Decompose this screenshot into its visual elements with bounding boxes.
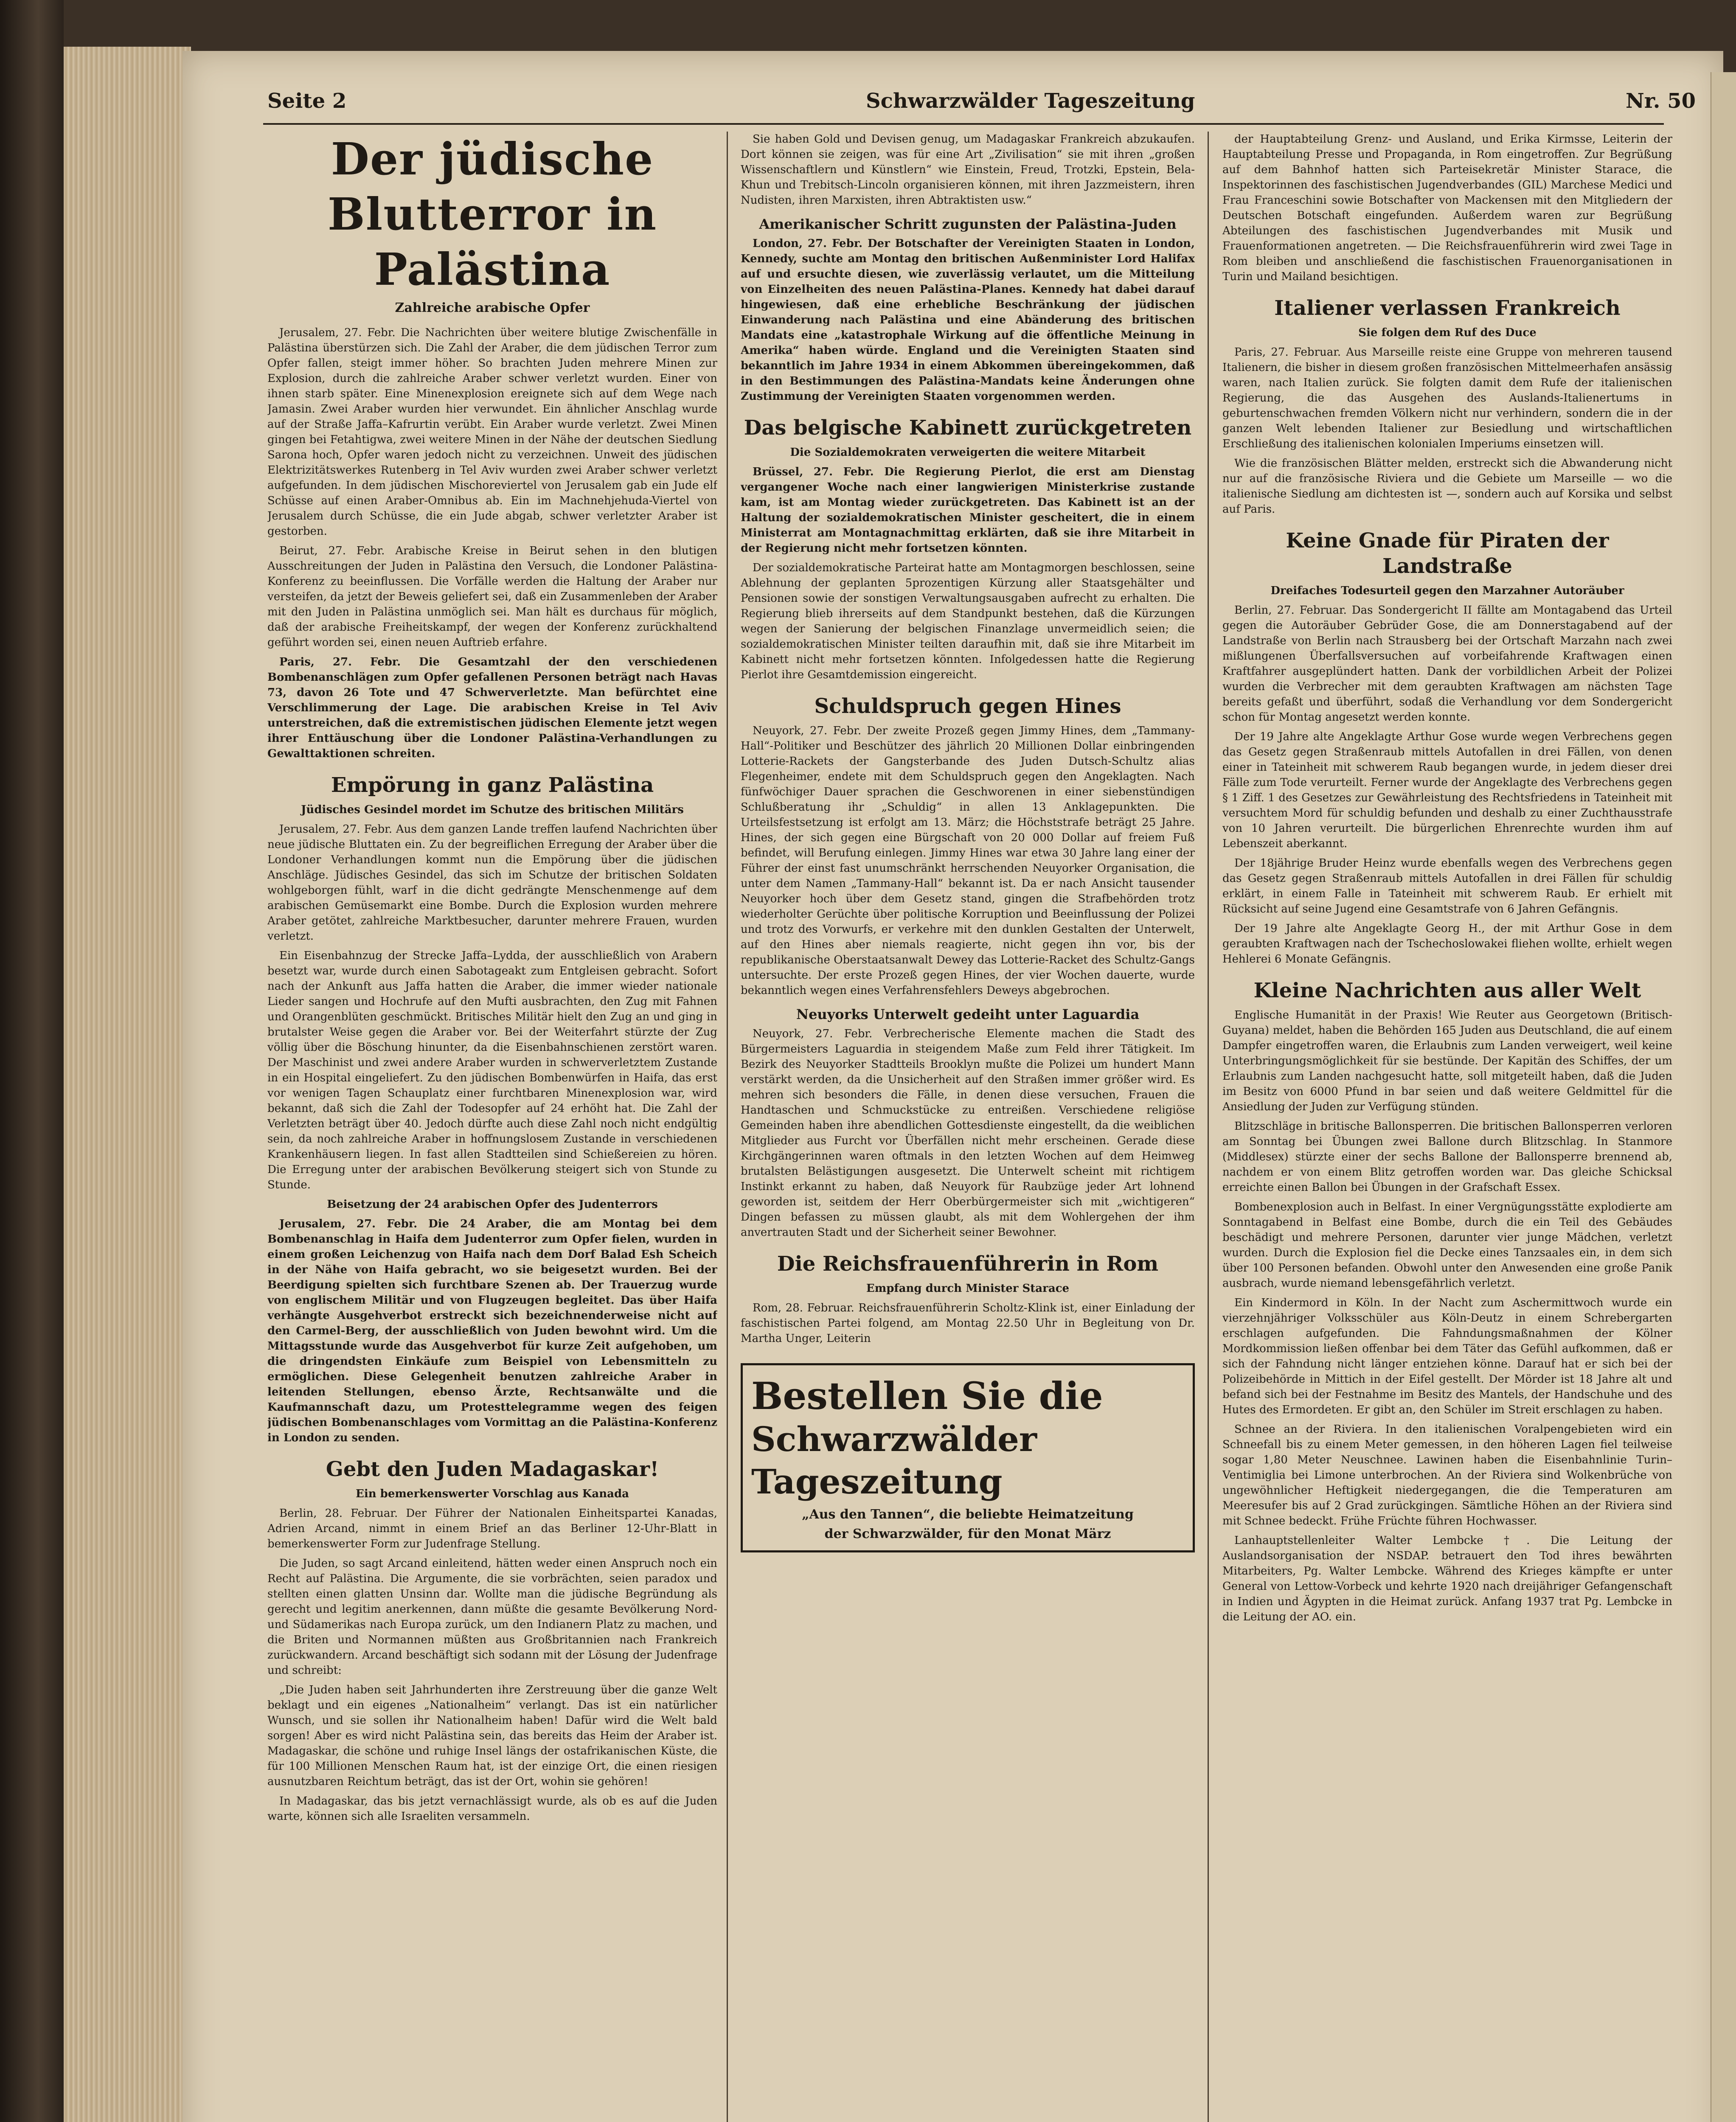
article-kicker: Ein bemerkenswerter Vorschlag aus Kanada — [356, 1488, 629, 1500]
page-number-left: Seite 2 — [267, 89, 347, 113]
page-stack-edge — [64, 47, 191, 2122]
next-page-edge — [1711, 72, 1736, 2122]
article-paragraph: In Madagaskar, das bis jetzt vernachlässigt wurde, als ob es auf die Juden warte, können sich alle Israeliten versammeln. — [267, 1795, 717, 1823]
article-kicker: Jüdisches Gesindel mordet im Schutze des britischen Militärs — [301, 803, 684, 816]
article-paragraph: Die Juden, so sagt Arcand einleitend, hätten weder einen Anspruch noch ein Recht auf Palästina. Die Argumente, die sie vorbrächten, seien paradox und stellten einen glatten Unsinn dar. Wollte man die jüdische Begründung als gerecht und legitim anerkennen, dann müßte die gesamte Bevölkerung Nord- und Südamerikas nach Europa zurück, um den Indianern Platz zu machen, und die Briten und Normannen müßten aus Großbritannien nach Frankreich zurückwandern. Arcand beschäftigt sich sodann mit der Lösung der Judenfrage und schreibt: — [267, 1557, 717, 1677]
column-rule — [727, 132, 728, 2122]
article-headline: Neuyorks Unterwelt gedeiht unter Laguardia — [796, 1006, 1140, 1022]
article-paragraph: „Die Juden haben seit Jahrhunderten ihre Zerstreuung über die ganze Welt beklagt und ein eigenes „Nationalheim“ verlangt. Das ist ein natürlicher Wunsch, und sie sollen ihr Nationalheim haben! Dafür wird die Welt bald sorgen! Aber es wird nicht Palästina sein, das bereits das Heim der Araber ist. Madagaskar, die schöne und ruhige Insel längs der ostafrikanischen Küste, die für 100 Millionen Menschen Raum hat, ist der einzige Ort, die einen riesigen ausnutzbaren Reichtum beträgt, das ist der Ort, wohin sie gehören! — [267, 1684, 717, 1788]
news-item: Lanhauptstellenleiter Walter Lembcke †. Die Leitung der Auslandsorganisation der NSDAP. betrauert den Tod ihres bewährten Mitarbeiters, Pg. Walter Lembcke. Während des Krieges kämpfte er unter General von Lettow-Vorbeck und kehrte 1920 nach dreijähriger Gefangenschaft in Indien und Ägypten in die Heimat zurück. Anfang 1937 trat Pg. Lembcke in die Leitung der AO. ein. — [1222, 1534, 1672, 1623]
article-kicker: Empfang durch Minister Starace — [866, 1282, 1070, 1295]
article-paragraph: der Hauptabteilung Grenz- und Ausland, und Erika Kirmsse, Leiterin der Hauptabteilung Presse und Propaganda, in Rom eingetroffen. Zur Begrüßung auf dem Bahnhof hatten sich Parteisekretär Minister Starace, die Inspektorinnen des faschistischen Jugendverbandes (GIL) Marchese Medici und Frau Franceschini sowie Botschafter von Mackensen mit den Mitgliedern der Deutschen Botschaft eingefunden. Außerdem waren zur Begrüßung Abteilungen des faschistischen Jugendverbandes mit Musik und Frauenformationen angetreten. — Die Reichsfrauenführerin wird zwei Tage in Rom bleiben und anschließend die faschistischen Frauenorganisationen in Turin und Mailand besichtigen. — [1222, 133, 1672, 283]
advert-paper-name: Schwarzwälder Tageszeitung — [751, 1419, 1037, 1502]
article-kicker: Amerikanischer Schritt zugunsten der Palästina-Juden — [759, 216, 1177, 232]
article-headline: Gebt den Juden Madagaskar! — [326, 1457, 659, 1481]
main-subheadline: Zahlreiche arabische Opfer — [395, 300, 590, 315]
column-1 — [267, 132, 717, 2122]
column-rule — [1208, 132, 1209, 2122]
subscription-advert — [741, 1363, 1195, 1552]
article-kicker: Sie folgen dem Ruf des Duce — [1358, 326, 1537, 339]
article-paragraph: Ein Eisenbahnzug der Strecke Jaffa–Lydda, der ausschließlich von Arabern besetzt war, wurde durch einen Sabotageakt zum Entgleisen gebracht. Sofort nach der Ankunft aus Jaffa hatten die Araber, die immer wieder nationale Lieder sangen und Hochrufe auf den Mufti ausbrachten, den Zug mit Fahnen und Orangenblüten geschmückt. Britisches Militär hielt den Zug an und ging in brutalster Weise gegen die Araber vor. Bei der Weiterfahrt stürzte der Zug völlig über die Böschung hinunter, da die Eisenbahnschienen zerstört waren. Der Maschinist und zwei andere Araber wurden in schwerverletztem Zustande in ein Hospital eingeliefert. Zu den jüdischen Bombenwürfen in Haifa, das erst vor wenigen Tagen Schauplatz einer furchtbaren Minenexplosion war, wird bekannt, daß sich die Zahl der Todesopfer auf 24 erhöht hat. Die Zahl der Verletzten beträgt über 40. Jedoch dürfte auch diese Zahl noch nicht endgültig sein, da noch zahlreiche Araber in hoffnungslosem Zustande in verschiedenen Krankenhäusern liegen. In fast allen Stadtteilen sind Schießereien zu hören. Die Erregung unter der arabischen Bevölkerung steigert sich von Stunde zu Stunde. — [267, 949, 717, 1191]
article-headline: Italiener verlassen Frankreich — [1274, 296, 1621, 320]
article-paragraph: Jerusalem, 27. Febr. Aus dem ganzen Lande treffen laufend Nachrichten über neue jüdische Bluttaten ein. Zu der begreiflichen Erregung der Araber über die Londoner Verhandlungen kommt nun die Empörung über die jüdischen Anschläge. Jüdisches Gesindel, das sich im Schutze der britischen Soldaten wohlgeborgen fühlt, warf in die dicht gedrängte Menschenmenge auf dem arabischen Gemüsemarkt eine Bombe. Durch die Explosion wurden mehrere Araber getötet, zahlreiche Marktbesucher, darunter mehrere Frauen, wurden verletzt. — [267, 823, 717, 943]
main-headline: Der jüdische Blutterror in Palästina — [327, 133, 657, 295]
article-paragraph: Berlin, 28. Februar. Der Führer der Nationalen Einheitspartei Kanadas, Adrien Arcand, nimmt in einem Brief an das Berliner 12-Uhr-Blatt in bemerkenswerter Form zur Judenfrage Stellung. — [267, 1507, 717, 1550]
article-kicker: Die Sozialdemokraten verweigerten die weitere Mitarbeit — [790, 446, 1146, 459]
masthead-title: Schwarzwälder Tageszeitung — [866, 89, 1195, 113]
article-paragraph: Jerusalem, 27. Febr. Die Nachrichten über weitere blutige Zwischenfälle in Palästina überstürzen sich. Die Zahl der Araber, die dem jüdischen Terror zum Opfer fallen, steigt immer höher. So brachten Juden mehrere Minen zur Explosion, durch die zahlreiche Araber schwer verletzt wurden. Einer von ihnen starb später. Eine Minenexplosion ereignete sich auf dem Wege nach Jamasin. Zwei Araber wurden hier verwundet. Ein ähnlicher Anschlag wurde auf der Straße Jaffa–Kafrurtin verübt. Ein Araber wurde verletzt. Zwei Minen gingen bei Fetahtigwa, zwei weitere Minen in der Nähe der deutschen Siedlung Sarona hoch, Opfer waren jedoch nicht zu verzeichnen. Unweit des jüdischen Elektrizitätswerkes Rutenberg in Tel Aviv wurden zwei Araber schwer verletzt aufgefunden. In dem jüdischen Mischoreviertel von Jerusalem gab ein Jude elf Schüsse auf einen Araber-Omnibus ab. Ein im Machnehjehuda-Viertel von Jerusalem durch Schüsse, die ein Jude abgab, schwer verletzter Araber ist gestorben. — [267, 326, 717, 538]
article-paragraph: Der sozialdemokratische Parteirat hatte am Montagmorgen beschlossen, seine Ablehnung der geplanten 5prozentigen Kürzung aller Staatsgehälter und Pensionen sowie der sonstigen Verwaltungsausgaben aufrecht zu erhalten. Die Regierung blieb ihrerseits auf dem Standpunkt bestehen, daß die Kürzungen wegen der Sanierung der belgischen Finanzlage unvermeidlich seien; die sozialdemokratischen Minister teilten daraufhin mit, daß sie ihre Mitarbeit im Kabinett nicht mehr fortsetzen könnten. Infolgedessen hatte die Regierung Pierlot ihre Gesamtdemission eingereicht. — [741, 561, 1195, 681]
article-paragraph: Paris, 27. Februar. Aus Marseille reiste eine Gruppe von mehreren tausend Italienern, die bisher in diesem großen französischen Mittelmeerhafen ansässig waren, nach Italien zurück. Sie folgten damit dem Rufe der italienischen Regierung, die das Ausgehen des Auslands-Italienertums in geburtenschwachen fremden Völkern nicht nur verhindern, sondern die in der ganzen Welt lebenden Italiener zur Besiedlung und wirtschaftlichen Erschließung des italienischen kolonialen Imperiums einsetzen will. — [1222, 346, 1672, 450]
news-item: Englische Humanität in der Praxis! Wie Reuter aus Georgetown (Britisch-Guyana) meldet, haben die Behörden 165 Juden aus Deutschland, die auf einem Dampfer eingetroffen waren, die Erlaubnis zum Landen verweigert, weil keine Unterbringungsmöglichkeit für sie bestünde. Der Kapitän des Schiffes, der um Erlaubnis zum Landen nachgesucht hatte, soll mitgeteilt haben, daß die Juden im Besitz von 6000 Pfund in bar seien und daß weitere Geldmittel für die Ansiedlung der Juden zur Verfügung stünden. — [1222, 1009, 1672, 1113]
article-headline: Keine Gnade für Piraten der Landstraße — [1286, 529, 1609, 578]
article-paragraph: Wie die französischen Blätter melden, erstreckt sich die Abwanderung nicht nur auf die französische Riviera und die Gebiete um Marseille — wo die italienische Siedlung am dichtesten ist —, sondern auch auf Korsika und selbst auf Paris. — [1222, 457, 1672, 516]
article-paragraph: Der 19 Jahre alte Angeklagte Georg H., der mit Arthur Gose in dem geraubten Kraftwagen nach der Tschechoslowakei fliehen wollte, erhielt wegen Hehlerei 6 Monate Gefängnis. — [1222, 922, 1672, 966]
issue-number: Nr. 50 — [1626, 89, 1696, 113]
book-binding — [0, 0, 64, 2122]
article-paragraph: Der 18jährige Bruder Heinz wurde ebenfalls wegen des Verbrechens gegen das Gesetz gegen Straßenraub mittels Autofallen in drei Fällen für schuldig erklärt, in einem Falle in Tateinheit mit schwerem Raub. Er erhielt mit Rücksicht auf seine Jugend eine Gesamtstrafe von 6 Jahren Gefängnis. — [1222, 857, 1672, 915]
article-kicker: Beisetzung der 24 arabischen Opfer des Judenterrors — [327, 1198, 658, 1211]
article-paragraph: Berlin, 27. Februar. Das Sondergericht II fällte am Montagabend das Urteil gegen die Autoräuber Gebrüder Gose, die am Donnerstagabend auf der Landstraße von Berlin nach Strausberg bei der Ortschaft Marzahn nach zwei mißlungenen Überfallsversuchen auf vorbeifahrende Kraftwagen einen Kraftfahrer ausgeplündert hatten. Dank der vorbildlichen Arbeit der Polizei wurden die Verbrecher mit dem geraubten Kraftwagen am nächsten Tage bereits gefaßt und überführt, sodaß die Verhandlung vor dem Sondergericht schon für Montag angesetzt werden konnte. — [1222, 604, 1672, 724]
column-3 — [1222, 132, 1672, 2122]
article-headline: Schuldspruch gegen Hines — [814, 694, 1121, 718]
advert-tagline: „Aus den Tannen“, die beliebte Heimatzeitung — [802, 1507, 1134, 1522]
article-headline: Das belgische Kabinett zurückgetreten — [744, 416, 1192, 440]
article-paragraph: Sie haben Gold und Devisen genug, um Madagaskar Frankreich abzukaufen. Dort können sie zeigen, was für eine Art „Zivilisation“ sie mit ihren „großen Wissenschaftlern und Künstlern“ wie Einstein, Freud, Trotzki, Epstein, Bela-Khun und Trebitsch-Lincoln organisieren können, mit ihren Jazzmeistern, ihren Nudisten, ihren Marxisten, ihren Abtraktisten usw.“ — [741, 133, 1195, 207]
advert-tagline: der Schwarzwälder, für den Monat März — [824, 1527, 1111, 1541]
news-item: Schnee an der Riviera. In den italienischen Voralpengebieten wird ein Schneefall bis zu einem Meter gemessen, in den höheren Lagen fiel teilweise sogar 1,80 Meter Neuschnee. Lawinen haben die Eisenbahnlinie Turin–Ventimiglia bei Limone unterbrochen. An der Riviera sind Wolkenbrüche von ungewöhnlicher Heftigkeit niedergegangen, die die Temperaturen am Meeresufer bis auf 2 Grad zurückgingen. Sämtliche Höhen an der Riviera sind mit Schnee bedeckt. Frühe Früchte führen Hochwasser. — [1222, 1423, 1672, 1527]
article-paragraph: Paris, 27. Febr. Die Gesamtzahl der den verschiedenen Bombenanschlägen zum Opfer gefallenen Personen beträgt nach Havas 73, davon 26 Tote und 47 Schwerverletzte. Man befürchtet eine Verschlimmerung der Lage. Die arabischen Kreise in Tel Aviv unterstreichen, daß die extremistischen jüdischen Elemente jetzt wegen ihrer Enttäuschung über die Londoner Palästina-Verhandlungen zu Gewalttaktionen schreiten. — [267, 656, 717, 760]
article-paragraph: Neuyork, 27. Febr. Der zweite Prozeß gegen Jimmy Hines, dem „Tammany-Hall“-Politiker und Beschützer des jährlich 20 Millionen Dollar einbringenden Lotterie-Rackets der Gangsterbande des Juden Dutsch-Schultz alias Flegenheimer, endete mit dem Schuldspruch gegen den Angeklagten. Nach fünfwöchiger Dauer sprachen die Geschworenen in einer siebenstündigen Schlußberatung ihr „Schuldig“ in allen 13 Anklagepunkten. Die Urteilsfestsetzung ist erfolgt am 13. März; die Höchststrafe beträgt 25 Jahre. Hines, der sich gegen eine Bürgschaft von 20 000 Dollar auf freiem Fuß befindet, will Berufung einlegen. Jimmy Hines war etwa 30 Jahre lang einer der Führer der einst fast unumschränkt herrschenden Neuyorker Organisation, die unter dem Namen „Tammany-Hall“ bekannt ist. Da er nach Ansicht tausender Neuyorker hoch über dem Gesetz stand, gingen die Strafbehörden trotz wiederholter Gerüchte über politische Korruption und Beeinflussung der Polizei und trotz des Vorwurfs, er verkehre mit den dunklen Gestalten der Unterwelt, auf den Hines aber niemals reagierte, nicht gegen ihn vor, bis der republikanische Oberstaatsanwalt Dewey das Lotterie-Racket des Schultz-Gangs untersuchte. Der erste Prozeß gegen Hines, der vier Wochen dauerte, wurde bekanntlich wegen eines Verfahrensfehlers Deweys abgebrochen. — [741, 724, 1195, 997]
news-item: Bombenexplosion auch in Belfast. In einer Vergnügungsstätte explodierte am Sonntagabend in Belfast eine Bombe, durch die ein Teil des Gebäudes beschädigt und mehrere Personen, darunter vier junge Mädchen, verletzt wurden. Durch die Explosion fiel die Decke eines Tanzsaales ein, in dem sich über 100 Personen befanden. Obwohl unter den Anwesenden eine große Panik ausbrach, wurde niemand lebensgefährlich verletzt. — [1222, 1201, 1672, 1290]
article-paragraph: Jerusalem, 27. Febr. Die 24 Araber, die am Montag bei dem Bombenanschlag in Haifa dem Judenterror zum Opfer fielen, wurden in einem großen Leichenzug von Haifa nach dem Dorf Balad Esh Scheich in der Nähe von Haifa gebracht, wo sie beigesetzt wurden. Bei der Beerdigung spielten sich furchtbare Szenen ab. Der Trauerzug wurde von englischem Militär und von Flugzeugen begleitet. Das über Haifa verhängte Ausgehverbot erstreckt sich bezeichnenderweise nicht auf den Carmel-Berg, der ausschließlich von Juden bewohnt wird. Um die Mittagsstunde wurde das Ausgehverbot für kurze Zeit aufgehoben, um die dringendsten Einkäufe zum Beispiel von Lebensmitteln zu ermöglichen. Diese Gelegenheit benutzen zahlreiche Araber in leitenden Stellungen, ebenso Ärzte, Rechtsanwälte und die Kaufmannschaft dazu, um Protesttelegramme wegen des feigen jüdischen Bombenanschlages vom Vormittag an die Palästina-Konferenz in London zu senden. — [267, 1218, 717, 1444]
article-headline: Empörung in ganz Palästina — [331, 773, 654, 797]
article-paragraph: Rom, 28. Februar. Reichsfrauenführerin Scholtz-Klink ist, einer Einladung der faschistischen Partei folgend, am Montag 22.50 Uhr in Begleitung von Dr. Martha Unger, Leiterin — [741, 1302, 1195, 1345]
article-paragraph: Der 19 Jahre alte Angeklagte Arthur Gose wurde wegen Verbrechens gegen das Gesetz gegen Straßenraub mittels Autofallen in drei Fällen, von denen einer in Tateinheit mit schwerem Raub begangen wurde, in jedem dieser drei Fälle zum Tode verurteilt. Ferner wurde der Angeklagte des Verbrechens gegen § 1 Ziff. 1 des Gesetzes zur Gewährleistung des Rechtsfriedens in Tateinheit mit versuchtem Mord für schuldig befunden und deshalb zu einer Zuchthausstrafe von 10 Jahren verurteilt. Die bürgerlichen Ehrenrechte wurden ihm auf Lebenszeit aberkannt. — [1222, 730, 1672, 850]
article-headline: Die Reichsfrauenführerin in Rom — [777, 1252, 1159, 1276]
column-2 — [741, 132, 1195, 2122]
article-kicker: Dreifaches Todesurteil gegen den Marzahner Autoräuber — [1270, 584, 1624, 597]
article-headline: Kleine Nachrichten aus aller Welt — [1253, 979, 1641, 1002]
article-paragraph: Brüssel, 27. Febr. Die Regierung Pierlot, die erst am Dienstag vergangener Woche nach einer langwierigen Ministerkrise zustande kam, ist am Montag wieder zurückgetreten. Das Kabinett ist an der Haltung der sozialdemokratischen Minister gescheitert, die in einem Ministerrat am Montagnachmittag erklärten, daß sie ihre Mitarbeit in der Regierung nicht mehr fortsetzen könnten. — [741, 466, 1195, 555]
news-item: Ein Kindermord in Köln. In der Nacht zum Aschermittwoch wurde ein vierzehnjähriger Volksschüler aus Köln-Deutz in einem Schrebergarten erschlagen aufgefunden. Die Fahndungsmaßnahmen der Kölner Mordkommission ließen offenbar bei dem Täter das Gefühl aufkommen, daß er sich der Fahndung nicht länger entziehen könne. Darauf hat er sich bei der Polizeibehörde in Mittich in der Eifel gestellt. Der Mörder ist 18 Jahre alt und befand sich bei der Festnahme im Besitz des Mantels, der Handschuhe und des Hutes des Ermordeten. Er gibt an, den Schüler im Streit erschlagen zu haben. — [1222, 1297, 1672, 1416]
article-paragraph: Beirut, 27. Febr. Arabische Kreise in Beirut sehen in den blutigen Ausschreitungen der Juden in Palästina den Versuch, die Londoner Palästina-Konferenz zu beeinflussen. Die Vorfälle werden die Haltung der Araber nur versteifen, da jetzt der Beweis geliefert sei, daß ein Zusammenleben der Araber mit den Juden in Palästina unmöglich sei. Man hält es durchaus für möglich, daß der arabische Freiheitskampf, der wegen der Konferenz zurückhaltend geführt worden sei, einen neuen Auftrieb erfahre. — [267, 545, 717, 649]
advert-headline: Bestellen Sie die — [751, 1374, 1103, 1418]
article-paragraph: Neuyork, 27. Febr. Verbrecherische Elemente machen die Stadt des Bürgermeisters Laguardia in steigendem Maße zum Feld ihrer Tätigkeit. Im Bezirk des Neuyorker Stadtteils Brooklyn mußte die Polizei um hundert Mann verstärkt werden, da die Unsicherheit auf den Straßen immer größer wird. Es mehren sich besonders die Fälle, in denen diese versuchen, Frauen die Handtaschen und Schmuckstücke zu entreißen. Verschiedene religiöse Gemeinden haben ihre abendlichen Gottesdienste eingestellt, da die weiblichen Mitglieder aus Furcht vor Überfällen nicht mehr erscheinen. Gerade diese Kirchgängerinnen waren oftmals in den letzten Wochen auf dem Heimweg brutalsten Belästigungen ausgesetzt. Die Unterwelt scheint mit richtigem Instinkt erkannt zu haben, daß Neuyork für Raubzüge jeder Art lohnend geworden ist, seitdem der Herr Oberbürgermeister sich mit „wichtigeren“ Dingen befassen zu müssen glaubt, als mit dem Wohlergehen der ihm anvertrauten Stadt und der Sicherheit seiner Bewohner. — [741, 1027, 1195, 1239]
news-item: Blitzschläge in britische Ballonsperren. Die britischen Ballonsperren verloren am Sonntag bei Übungen zwei Ballone durch Blitzschlag. In Stanmore (Middlesex) stürzte einer der sechs Ballone der Ballonsperre brennend ab, nachdem er von einem Blitz getroffen worden war. Das gleiche Schicksal erreichte einen Ballon bei Übungen in der Grafschaft Essex. — [1222, 1120, 1672, 1194]
article-paragraph: London, 27. Febr. Der Botschafter der Vereinigten Staaten in London, Kennedy, suchte am Montag den britischen Außenminister Lord Halifax auf und ersuchte diesen, wie zuverlässig verlautet, um die Mitteilung von Einzelheiten des neuen Palästina-Planes. Kennedy hat dabei darauf hingewiesen, daß eine erhebliche Beschränkung der jüdischen Einwanderung nach Palästina und eine Abänderung des britischen Mandats eine „katastrophale Wirkung auf die öffentliche Meinung in Amerika“ haben würde. England und die Vereinigten Staaten sind bekanntlich im Jahre 1934 in einem Abkommen übereingekommen, daß in den Bestimmungen des Palästina-Mandats keine Änderungen ohne Zustimmung der Vereinigten Staaten vorgenommen werden. — [741, 237, 1195, 403]
